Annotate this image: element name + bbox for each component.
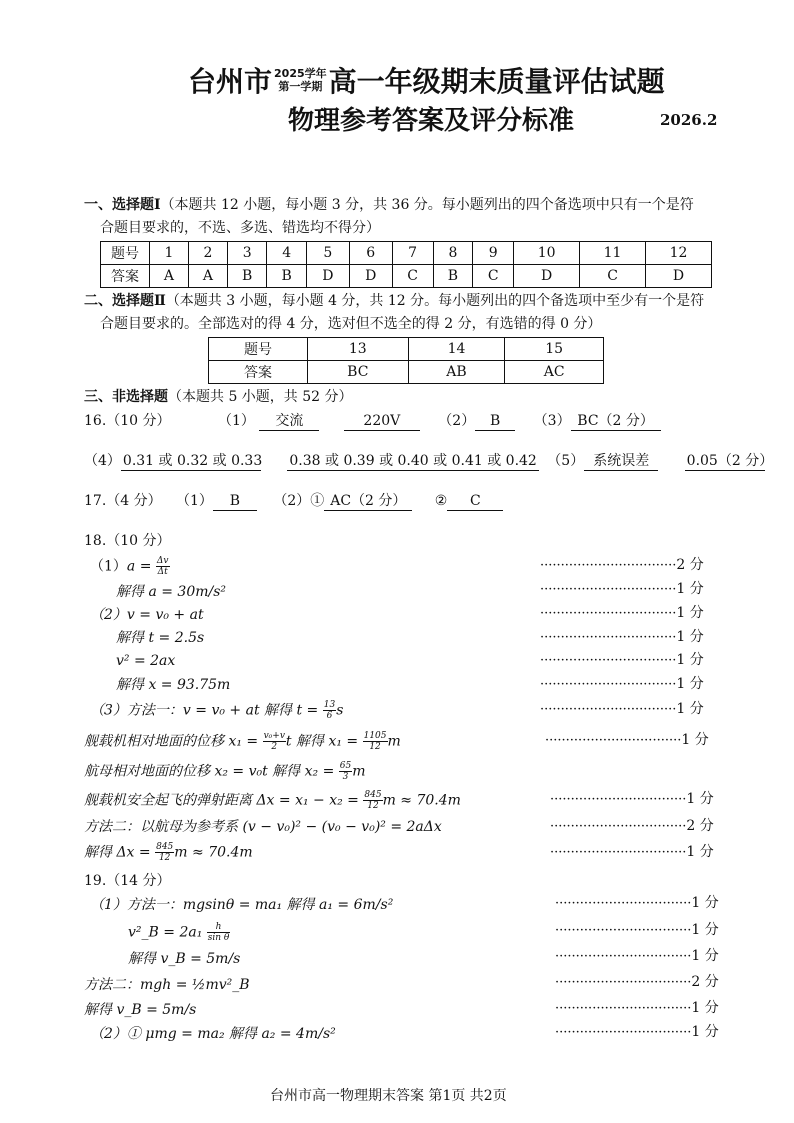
answer-cell: B bbox=[227, 265, 267, 288]
q18-score-3 bbox=[540, 604, 704, 623]
dot-leader: ································· bbox=[555, 1001, 692, 1016]
section3-desc: （本题共 5 小题，共 52 分） bbox=[168, 389, 353, 405]
section2-heading: 二、选择题Ⅱ bbox=[84, 293, 166, 309]
section1-answer-table bbox=[100, 241, 712, 288]
dot-leader: ································· bbox=[540, 582, 677, 597]
score-value: 2 分 bbox=[676, 557, 704, 573]
answer-cell: D bbox=[306, 265, 349, 288]
score-value: 1 分 bbox=[691, 948, 719, 964]
score-value: 1 分 bbox=[691, 1024, 719, 1040]
question-number-cell: 10 bbox=[514, 242, 580, 265]
q19-score-4 bbox=[555, 973, 719, 992]
fraction-denominator: Δt bbox=[157, 567, 168, 577]
answer-cell: AB bbox=[408, 361, 505, 384]
question-number-cell: 5 bbox=[306, 242, 349, 265]
q18-step9-text: 航母相对地面的位移 x₂ = v₀t 解得 x₂ = bbox=[84, 763, 335, 780]
q18-score-2 bbox=[540, 580, 704, 599]
section2-line1 bbox=[84, 292, 704, 310]
q18-step7-fraction bbox=[323, 700, 336, 721]
q18-step12-unit: m ≈ 70.4m bbox=[174, 844, 253, 861]
q16-answer-1a: 交流 bbox=[259, 412, 319, 431]
q18-score-12 bbox=[550, 843, 714, 862]
q19-step3: 解得 v_B = 5m/s bbox=[128, 951, 241, 967]
q18-step7 bbox=[90, 700, 343, 721]
q16-part5-label: （5） bbox=[547, 453, 585, 469]
q18-step6: 解得 x = 93.75m bbox=[116, 677, 231, 693]
score-value: 1 分 bbox=[686, 791, 714, 807]
q18-score-4 bbox=[540, 628, 704, 647]
table-row-questions bbox=[101, 242, 712, 265]
title-city: 台州市 bbox=[188, 65, 273, 98]
answer-cell: D bbox=[646, 265, 712, 288]
question-number-cell: 7 bbox=[392, 242, 433, 265]
q19-step2 bbox=[128, 922, 230, 943]
dot-leader: ································· bbox=[555, 1025, 692, 1040]
q18-step10-fraction bbox=[363, 790, 382, 811]
fraction-denominator: sin θ bbox=[207, 933, 230, 943]
document-title bbox=[188, 60, 665, 100]
section1-line1 bbox=[84, 196, 694, 214]
score-value: 2 分 bbox=[691, 974, 719, 990]
dot-leader: ································· bbox=[545, 733, 682, 748]
q19-step1: （1）方法一：mgsinθ = ma₁ 解得 a₁ = 6m/s² bbox=[90, 897, 394, 913]
q19-step2-fraction bbox=[207, 922, 231, 943]
fraction-numerator: 65 bbox=[339, 761, 352, 771]
title-term bbox=[274, 67, 327, 93]
row-label-question: 题号 bbox=[209, 338, 308, 361]
q16-line1 bbox=[84, 412, 661, 431]
q18-step10-text: 舰载机安全起飞的弹射距离 Δx = x₁ − x₂ = bbox=[84, 792, 359, 809]
dot-leader: ································· bbox=[540, 630, 677, 645]
q16-answer-5a: 系统误差 bbox=[584, 452, 658, 471]
q18-score-7 bbox=[540, 700, 704, 719]
q19-step2-text: v²_B = 2a₁ bbox=[128, 924, 203, 941]
question-number-cell: 14 bbox=[408, 338, 505, 361]
answer-cell: B bbox=[433, 265, 473, 288]
q18-step7-unit: s bbox=[336, 702, 344, 719]
fraction-denominator: 12 bbox=[367, 801, 379, 811]
q18-step10-unit: m ≈ 70.4m bbox=[382, 792, 461, 809]
dot-leader: ································· bbox=[550, 845, 687, 860]
section1-desc1: （本题共 12 小题，每小题 3 分，共 36 分。每小题列出的四个备选项中只有一个是符 bbox=[160, 197, 694, 213]
page-footer: 台州市高一物理期末答案 第1页 共2页 bbox=[270, 1088, 507, 1104]
q18-step12-fraction bbox=[155, 842, 174, 863]
question-number-cell: 6 bbox=[349, 242, 392, 265]
row-label-answer: 答案 bbox=[209, 361, 308, 384]
q18-label: 18.（10 分） bbox=[84, 533, 171, 549]
score-value: 2 分 bbox=[686, 818, 714, 834]
q18-step8-fraction1 bbox=[263, 731, 286, 752]
row-label-answer: 答案 bbox=[101, 265, 150, 288]
question-number-cell: 15 bbox=[505, 338, 604, 361]
question-number-cell: 9 bbox=[473, 242, 514, 265]
question-number-cell: 1 bbox=[150, 242, 189, 265]
dot-leader: ································· bbox=[555, 896, 692, 911]
q18-step2: 解得 a = 30m/s² bbox=[116, 584, 227, 600]
answer-cell: C bbox=[392, 265, 433, 288]
q16-answer-4a: 0.31 或 0.32 或 0.33 bbox=[122, 453, 263, 469]
term-semester: 第一学期 bbox=[278, 80, 323, 93]
q18-step12-text: 解得 Δx = bbox=[84, 844, 151, 861]
q18-step8 bbox=[84, 731, 401, 752]
q18-score-5 bbox=[540, 651, 704, 670]
q18-step11: 方法二：以航母为参考系 (v − v₀)² − (v₀ − v₀)² = 2aΔx bbox=[84, 819, 442, 835]
q16-part2-label: （2） bbox=[438, 413, 476, 429]
table-row-answers bbox=[101, 265, 712, 288]
q18-step5: v² = 2ax bbox=[116, 653, 176, 669]
dot-leader: ································· bbox=[540, 606, 677, 621]
q18-step1-fraction bbox=[156, 556, 170, 577]
q19-score-6 bbox=[555, 1023, 719, 1042]
q17-answer-1: B bbox=[213, 492, 257, 511]
question-number-cell: 8 bbox=[433, 242, 473, 265]
dot-leader: ································· bbox=[540, 653, 677, 668]
q19-step5: 解得 v_B = 5m/s bbox=[84, 1002, 197, 1018]
q16-part1-label: （1） bbox=[218, 413, 255, 429]
score-value: 1 分 bbox=[691, 895, 719, 911]
document-subtitle: 物理参考答案及评分标准 bbox=[288, 106, 575, 136]
dot-leader: ································· bbox=[540, 677, 677, 692]
question-number-cell: 13 bbox=[308, 338, 409, 361]
question-number-cell: 11 bbox=[580, 242, 646, 265]
q18-step1 bbox=[90, 556, 170, 577]
q18-step3: （2）v = v₀ + at bbox=[90, 607, 204, 623]
question-number-cell: 4 bbox=[267, 242, 307, 265]
dot-leader: ································· bbox=[540, 558, 677, 573]
dot-leader: ································· bbox=[555, 949, 692, 964]
q18-step1-eq: a = bbox=[126, 558, 152, 575]
section2-desc2: 合题目要求的。全部选对的得 4 分，选对但不选全的得 2 分，有选错的得 0 分） bbox=[100, 316, 602, 332]
score-value: 1 分 bbox=[676, 701, 704, 717]
q18-step4: 解得 t = 2.5s bbox=[116, 630, 205, 646]
q16-part3-label: （3） bbox=[533, 413, 571, 429]
answer-cell: BC bbox=[308, 361, 409, 384]
q17-answer-2b: C bbox=[447, 492, 503, 511]
q18-step1-prefix: （1） bbox=[90, 558, 127, 575]
q16-line2 bbox=[84, 452, 774, 471]
q16-answer-4b: 0.38 或 0.39 或 0.40 或 0.41 或 0.42 bbox=[289, 453, 537, 469]
q18-step9 bbox=[84, 761, 366, 782]
answer-cell: AC bbox=[505, 361, 604, 384]
answer-cell: D bbox=[514, 265, 580, 288]
q18-step9-unit: m bbox=[352, 763, 366, 780]
q18-score-1 bbox=[540, 556, 704, 575]
title-main: 高一年级期末质量评估试题 bbox=[328, 65, 665, 98]
q17-line bbox=[84, 492, 503, 511]
fraction-denominator: 12 bbox=[369, 742, 381, 752]
section2-desc1: （本题共 3 小题，每小题 4 分，共 12 分。每小题列出的四个备选项中至少有一个是符 bbox=[165, 293, 705, 309]
q19-step6: （2）① μmg = ma₂ 解得 a₂ = 4m/s² bbox=[90, 1026, 336, 1042]
q19-score-2 bbox=[555, 921, 719, 940]
dot-leader: ································· bbox=[555, 975, 692, 990]
q18-score-10 bbox=[550, 790, 714, 809]
q18-step9-fraction bbox=[339, 761, 352, 782]
q16-answer-1b: 220V bbox=[344, 412, 420, 431]
document-date: 2026.2 bbox=[660, 111, 718, 129]
q17-label: 17.（4 分） bbox=[84, 493, 162, 509]
answer-cell: B bbox=[267, 265, 307, 288]
fraction-numerator: 845 bbox=[156, 842, 174, 852]
score-value: 1 分 bbox=[676, 581, 704, 597]
fraction-denominator: 12 bbox=[158, 853, 171, 863]
table-row-questions bbox=[209, 338, 604, 361]
q18-step8-mid: t 解得 x₁ = bbox=[285, 733, 359, 750]
q18-step10 bbox=[84, 790, 461, 811]
q17-part1-label: （1） bbox=[176, 493, 213, 509]
question-number-cell: 3 bbox=[227, 242, 267, 265]
answer-cell: A bbox=[150, 265, 189, 288]
q19-label: 19.（14 分） bbox=[84, 873, 171, 889]
q18-step12 bbox=[84, 842, 253, 863]
section3-heading: 三、非选择题 bbox=[84, 389, 168, 405]
q18-step8-fraction2 bbox=[363, 731, 388, 752]
q17-part2b-label: ② bbox=[434, 493, 448, 509]
score-value: 1 分 bbox=[676, 652, 704, 668]
q18-step8-unit: m bbox=[387, 733, 401, 750]
q16-part4-label: （4） bbox=[84, 453, 121, 469]
q18-score-6 bbox=[540, 675, 704, 694]
answer-cell: D bbox=[349, 265, 392, 288]
q16-answer-3: BC（2 分） bbox=[571, 412, 661, 431]
score-value: 1 分 bbox=[676, 676, 704, 692]
q18-score-8 bbox=[545, 731, 709, 750]
q18-step7-text: （3）方法一：v = v₀ + at 解得 t = bbox=[90, 702, 319, 719]
section2-answer-table bbox=[208, 337, 604, 384]
q17-part2-label: （2）① bbox=[273, 493, 325, 509]
q16-answer-5b: 0.05（2 分） bbox=[686, 453, 774, 469]
score-value: 1 分 bbox=[676, 629, 704, 645]
row-label-question: 题号 bbox=[101, 242, 150, 265]
q18-score-11 bbox=[550, 817, 714, 836]
term-year: 2025学年 bbox=[274, 67, 327, 80]
score-value: 1 分 bbox=[686, 844, 714, 860]
fraction-denominator: 3 bbox=[342, 772, 349, 782]
score-value: 1 分 bbox=[691, 1000, 719, 1016]
section1-heading: 一、选择题Ⅰ bbox=[84, 197, 161, 213]
answer-cell: C bbox=[473, 265, 514, 288]
q16-answer-2: B bbox=[475, 412, 515, 431]
dot-leader: ································· bbox=[550, 819, 687, 834]
fraction-denominator: 6 bbox=[326, 711, 333, 721]
fraction-numerator: v₀+v bbox=[263, 731, 285, 741]
fraction-numerator: 1105 bbox=[363, 731, 387, 741]
table-row-answers bbox=[209, 361, 604, 384]
q18-step8-text: 舰载机相对地面的位移 x₁ = bbox=[84, 733, 259, 750]
q16-label: 16.（10 分） bbox=[84, 413, 171, 429]
dot-leader: ································· bbox=[555, 923, 692, 938]
fraction-numerator: h bbox=[207, 922, 231, 933]
score-value: 1 分 bbox=[691, 922, 719, 938]
section3-line bbox=[84, 388, 353, 406]
fraction-numerator: 13 bbox=[323, 700, 336, 710]
question-number-cell: 12 bbox=[646, 242, 712, 265]
q19-step4: 方法二：mgh = ½mv²_B bbox=[84, 977, 250, 993]
q19-score-3 bbox=[555, 947, 719, 966]
score-value: 1 分 bbox=[681, 732, 709, 748]
section1-desc2: 合题目要求的，不选、多选、错选均不得分） bbox=[100, 220, 380, 236]
fraction-numerator: Δv bbox=[156, 556, 169, 566]
answer-cell: A bbox=[188, 265, 227, 288]
q19-score-5 bbox=[555, 999, 719, 1018]
fraction-numerator: 845 bbox=[364, 790, 382, 800]
score-value: 1 分 bbox=[676, 605, 704, 621]
question-number-cell: 2 bbox=[188, 242, 227, 265]
dot-leader: ································· bbox=[540, 702, 677, 717]
q19-score-1 bbox=[555, 894, 719, 913]
q17-answer-2a: AC（2 分） bbox=[324, 492, 412, 511]
dot-leader: ································· bbox=[550, 792, 687, 807]
answer-cell: C bbox=[580, 265, 646, 288]
fraction-denominator: 2 bbox=[271, 742, 278, 752]
